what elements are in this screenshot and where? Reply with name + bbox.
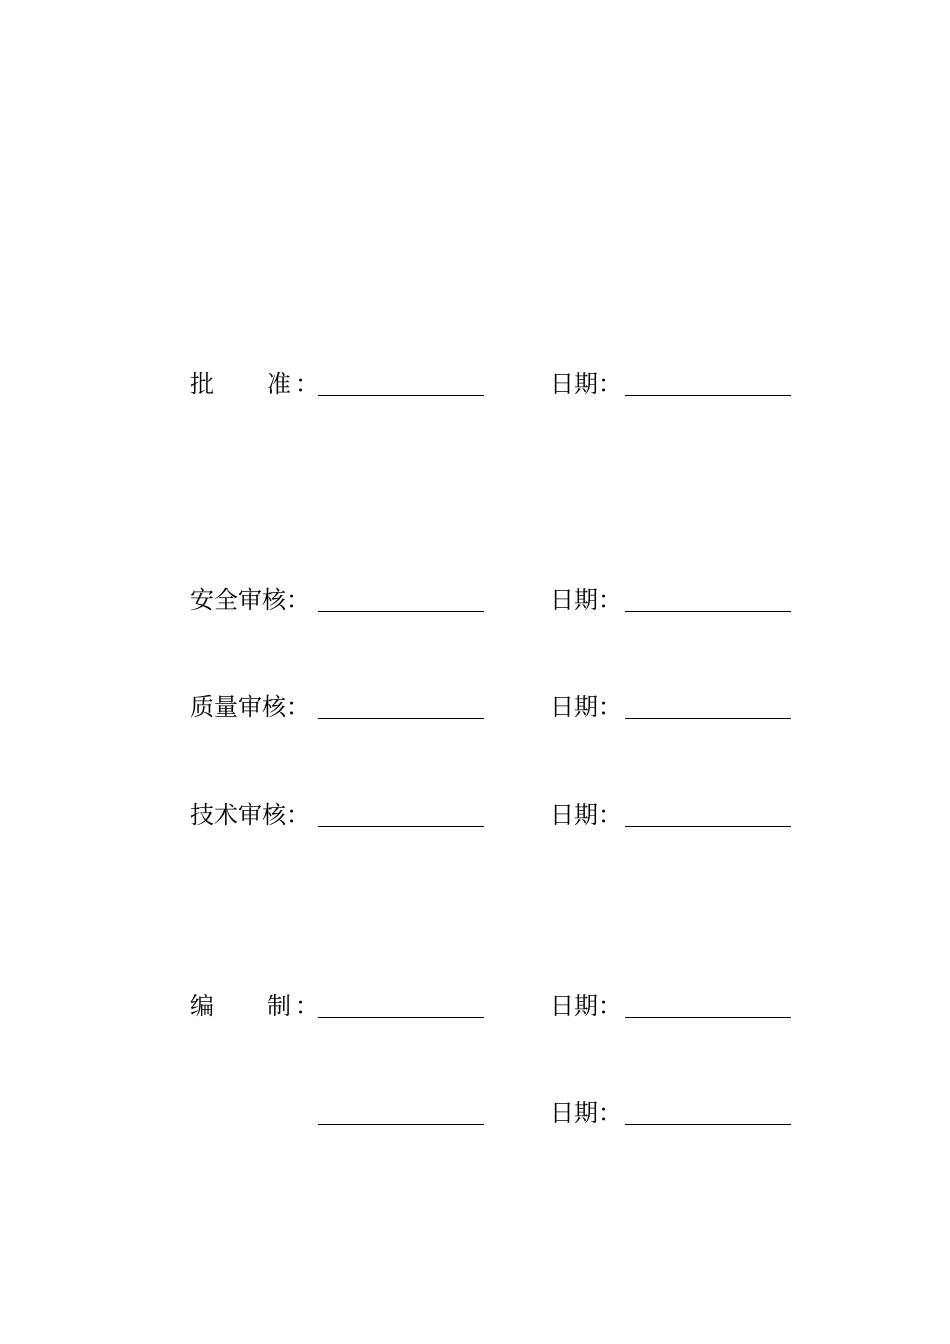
safety-review-date-line[interactable] bbox=[625, 611, 791, 612]
technical-review-date-label: 日期： bbox=[550, 801, 622, 829]
additional-date-line[interactable] bbox=[625, 1124, 791, 1125]
additional-date-label: 日期： bbox=[550, 1099, 622, 1127]
quality-review-signature-line[interactable] bbox=[318, 718, 484, 719]
technical-review-signature-line[interactable] bbox=[318, 826, 484, 827]
approval-colon: ： bbox=[295, 370, 319, 398]
safety-review-label: 安全审核： bbox=[190, 586, 310, 614]
additional-signature-line[interactable] bbox=[318, 1124, 484, 1125]
safety-review-signature-line[interactable] bbox=[318, 611, 484, 612]
preparation-label bbox=[190, 991, 295, 1021]
preparation-label-char-2: 制 bbox=[267, 992, 291, 1020]
approval-signature-line[interactable] bbox=[318, 395, 484, 396]
preparation-date-label: 日期： bbox=[550, 992, 622, 1020]
approval-row bbox=[0, 369, 950, 405]
preparation-row bbox=[0, 991, 950, 1027]
safety-review-date-label: 日期： bbox=[550, 586, 622, 614]
technical-review-row bbox=[0, 800, 950, 836]
approval-label bbox=[190, 369, 295, 399]
approval-date-line[interactable] bbox=[625, 395, 791, 396]
quality-review-date-label: 日期： bbox=[550, 693, 622, 721]
preparation-colon: ： bbox=[295, 992, 319, 1020]
approval-date-label: 日期： bbox=[550, 370, 622, 398]
preparation-label-char-1: 编 bbox=[190, 992, 214, 1020]
preparation-signature-line[interactable] bbox=[318, 1017, 484, 1018]
quality-review-label: 质量审核： bbox=[190, 693, 310, 721]
preparation-date-line[interactable] bbox=[625, 1017, 791, 1018]
safety-review-row bbox=[0, 585, 950, 621]
quality-review-date-line[interactable] bbox=[625, 718, 791, 719]
approval-label-char-2: 准 bbox=[267, 370, 291, 398]
quality-review-row bbox=[0, 692, 950, 728]
technical-review-label: 技术审核： bbox=[190, 801, 310, 829]
additional-signature-row bbox=[0, 1098, 950, 1134]
technical-review-date-line[interactable] bbox=[625, 826, 791, 827]
approval-label-char-1: 批 bbox=[190, 370, 214, 398]
